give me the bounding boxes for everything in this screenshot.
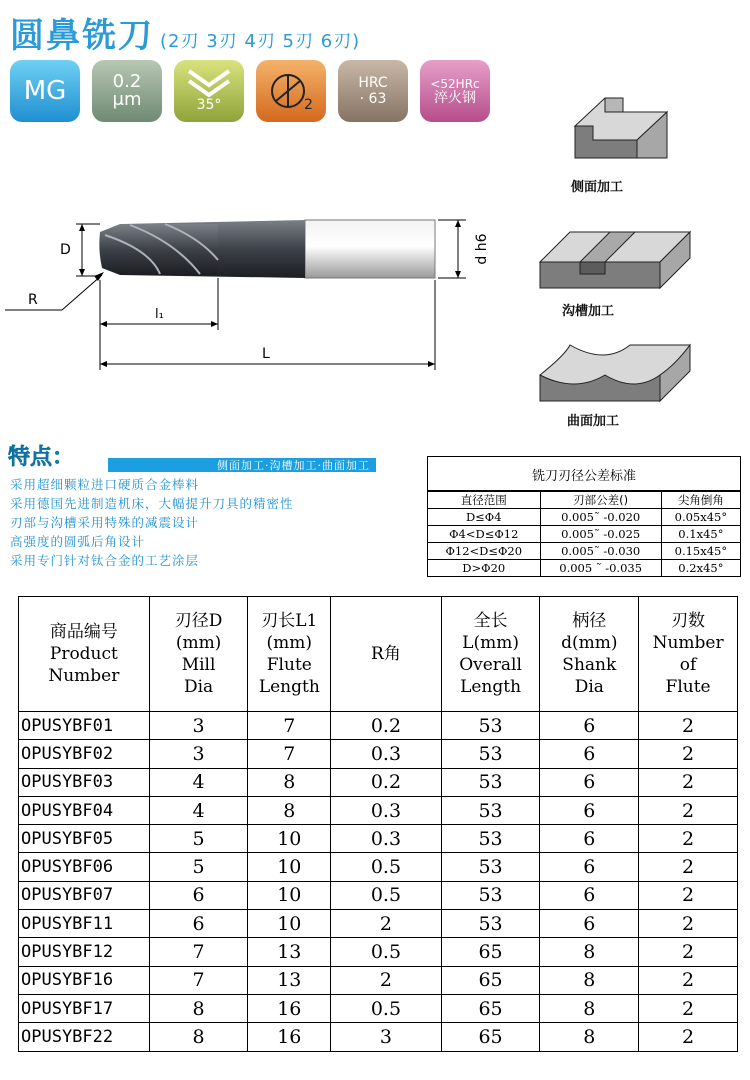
product-number-cell: OPUSYBF17 xyxy=(19,994,150,1022)
product-number-cell: OPUSYBF07 xyxy=(19,881,150,909)
table-cell: 6 xyxy=(149,910,248,938)
title-text: 圆鼻铣刀 xyxy=(10,16,154,56)
column-header-line: Dia xyxy=(574,677,604,697)
feature-item: 采用超细颗粒进口硬质合金棒料 xyxy=(10,477,200,492)
badge-35-text: 35° xyxy=(196,97,222,113)
table-cell: 2 xyxy=(639,966,738,994)
features-bar xyxy=(108,458,376,472)
table-cell: 2 xyxy=(639,768,738,796)
table-cell: 53 xyxy=(441,853,540,881)
hardened-steel-badge xyxy=(420,60,490,122)
feature-item: 采用德国先进制造机床，大幅提升刀具的精密性 xyxy=(10,496,294,511)
table-cell: 2 xyxy=(331,966,441,994)
tolerance-cell: D>Φ20 xyxy=(428,560,540,577)
feature-badges xyxy=(10,60,490,122)
table-cell: 8 xyxy=(540,1023,639,1051)
badge-hrc-value: · 63 xyxy=(359,91,387,107)
tolerance-cell: Φ4<D≤Φ12 xyxy=(428,526,540,543)
table-row xyxy=(19,994,738,1022)
table-cell: 0.2 xyxy=(331,712,441,740)
badge-mg-text: MG xyxy=(23,76,67,106)
table-cell: 2 xyxy=(639,853,738,881)
tolerance-cell: 0.2x45° xyxy=(661,560,740,577)
column-header-line: of xyxy=(679,655,697,675)
column-header-line: d(mm) xyxy=(561,633,618,653)
mg-material-badge xyxy=(10,60,80,122)
table-cell: 2 xyxy=(639,1023,738,1051)
table-cell: 6 xyxy=(149,881,248,909)
table-cell: 2 xyxy=(639,796,738,824)
column-header-line: Length xyxy=(460,677,522,697)
table-cell: 3 xyxy=(149,712,248,740)
badge-flute-count: 2 xyxy=(304,97,313,111)
tolerance-header-cell: 刃部公差() xyxy=(540,492,661,509)
table-row xyxy=(19,853,738,881)
column-header xyxy=(540,597,639,712)
tolerance-header-cell: 直径范围 xyxy=(428,492,540,509)
table-cell: 0.5 xyxy=(331,881,441,909)
product-table xyxy=(18,596,738,1052)
features-list xyxy=(10,475,294,570)
label-dh6: d h6 xyxy=(474,233,490,265)
feature-item: 刃部与沟槽采用特殊的减震设计 xyxy=(10,515,200,530)
tolerance-cell: 0.005˜ -0.030 xyxy=(540,543,661,560)
column-header-line: 刃长L1 xyxy=(261,611,318,631)
table-cell: 0.5 xyxy=(331,994,441,1022)
product-number-cell: OPUSYBF04 xyxy=(19,796,150,824)
title-subtitle: (2刃 3刃 4刃 5刃 6刃) xyxy=(160,31,361,52)
badge-hrc-text: HRC xyxy=(358,75,388,91)
badge-52-label: 淬火钢 xyxy=(434,90,476,106)
table-cell: 6 xyxy=(540,910,639,938)
table-cell: 53 xyxy=(441,712,540,740)
table-cell: 13 xyxy=(248,938,331,966)
table-cell: 5 xyxy=(149,825,248,853)
column-header-line: Number xyxy=(652,633,724,653)
column-header-line: R角 xyxy=(371,644,401,664)
column-header xyxy=(331,597,441,712)
column-header-line: Number xyxy=(48,666,120,686)
table-cell: 10 xyxy=(248,910,331,938)
table-cell: 7 xyxy=(149,938,248,966)
tolerance-row xyxy=(428,526,740,543)
end-mill-diagram xyxy=(0,180,520,380)
table-cell: 8 xyxy=(540,994,639,1022)
table-cell: 13 xyxy=(248,966,331,994)
column-header-line: Shank xyxy=(562,655,617,675)
table-cell: 16 xyxy=(248,994,331,1022)
table-cell: 0.3 xyxy=(331,796,441,824)
table-cell: 4 xyxy=(149,768,248,796)
table-cell: 2 xyxy=(639,825,738,853)
table-cell: 4 xyxy=(149,796,248,824)
table-row xyxy=(19,938,738,966)
tolerance-cell: 0.05x45° xyxy=(661,509,740,526)
table-cell: 6 xyxy=(540,825,639,853)
table-cell: 53 xyxy=(441,768,540,796)
column-header-line: (mm) xyxy=(266,633,313,653)
tolerance-title: 铣刀刃径公差标准 xyxy=(428,457,740,491)
table-row xyxy=(19,768,738,796)
tolerance-table xyxy=(427,456,741,577)
table-cell: 8 xyxy=(540,966,639,994)
table-cell: 8 xyxy=(149,1023,248,1051)
tolerance-cell: Φ12<D≤Φ20 xyxy=(428,543,540,560)
product-table-body xyxy=(19,712,738,1052)
table-row xyxy=(19,910,738,938)
shank xyxy=(305,220,435,278)
table-cell: 65 xyxy=(441,994,540,1022)
tolerance-header-cell: 尖角倒角 xyxy=(661,492,740,509)
table-cell: 53 xyxy=(441,740,540,768)
table-cell: 2 xyxy=(639,910,738,938)
badge-52-text: <52HRc xyxy=(430,77,480,91)
table-cell: 53 xyxy=(441,796,540,824)
table-row xyxy=(19,1023,738,1051)
helix-angle-badge xyxy=(174,60,244,122)
hardness-badge xyxy=(338,60,408,122)
feature-item: 采用专门针对钛合金的工艺涂层 xyxy=(10,553,200,568)
table-cell: 53 xyxy=(441,825,540,853)
column-header-line: Product xyxy=(49,644,118,664)
table-cell: 16 xyxy=(248,1023,331,1051)
table-cell: 65 xyxy=(441,966,540,994)
table-cell: 7 xyxy=(248,712,331,740)
table-cell: 5 xyxy=(149,853,248,881)
helix-icon xyxy=(184,69,234,97)
column-header-line: (mm) xyxy=(175,633,222,653)
table-row xyxy=(19,796,738,824)
table-cell: 7 xyxy=(248,740,331,768)
column-header-line: 商品编号 xyxy=(49,622,118,642)
flute-cross-section-icon xyxy=(268,71,314,111)
product-number-cell: OPUSYBF02 xyxy=(19,740,150,768)
table-row xyxy=(19,712,738,740)
column-header-line: 柄径 xyxy=(572,611,607,631)
table-cell: 2 xyxy=(639,994,738,1022)
product-number-cell: OPUSYBF11 xyxy=(19,910,150,938)
column-header-line: 刃径D xyxy=(174,611,223,631)
table-cell: 0.5 xyxy=(331,853,441,881)
product-header-row xyxy=(19,597,738,712)
table-cell: 0.3 xyxy=(331,740,441,768)
slot-milling-illustration xyxy=(535,222,695,292)
tolerance-row xyxy=(428,543,740,560)
product-number-cell: OPUSYBF01 xyxy=(19,712,150,740)
tolerance-cell: D≤Φ4 xyxy=(428,509,540,526)
table-cell: 10 xyxy=(248,825,331,853)
table-cell: 65 xyxy=(441,938,540,966)
process-side-milling: 侧面加工 xyxy=(571,180,624,195)
product-number-cell: OPUSYBF22 xyxy=(19,1023,150,1051)
label-D: D xyxy=(60,242,71,258)
table-cell: 10 xyxy=(248,853,331,881)
table-cell: 2 xyxy=(639,881,738,909)
product-number-cell: OPUSYBF03 xyxy=(19,768,150,796)
table-cell: 7 xyxy=(149,966,248,994)
flute-count-badge xyxy=(256,60,326,122)
table-cell: 2 xyxy=(639,740,738,768)
label-L: L xyxy=(262,346,270,362)
table-row xyxy=(19,881,738,909)
column-header-line: Mill xyxy=(181,655,216,675)
grain-size-badge xyxy=(92,60,162,122)
label-R: R xyxy=(28,292,38,308)
table-cell: 6 xyxy=(540,796,639,824)
table-cell: 8 xyxy=(248,768,331,796)
table-cell: 2 xyxy=(639,712,738,740)
table-cell: 6 xyxy=(540,768,639,796)
tolerance-cell: 0.15x45° xyxy=(661,543,740,560)
table-cell: 8 xyxy=(248,796,331,824)
table-cell: 53 xyxy=(441,881,540,909)
column-header xyxy=(19,597,150,712)
process-slot-milling: 沟槽加工 xyxy=(562,304,615,319)
label-l1: l₁ xyxy=(155,307,164,322)
table-cell: 2 xyxy=(639,938,738,966)
table-row xyxy=(19,966,738,994)
table-cell: 10 xyxy=(248,881,331,909)
table-cell: 8 xyxy=(540,938,639,966)
surface-milling-illustration xyxy=(535,335,695,405)
table-cell: 2 xyxy=(331,910,441,938)
product-number-cell: OPUSYBF16 xyxy=(19,966,150,994)
features-title: 特点： xyxy=(8,445,75,470)
table-cell: 53 xyxy=(441,910,540,938)
features-heading xyxy=(8,440,376,472)
tolerance-row xyxy=(428,509,740,526)
tolerance-cell: 0.1x45° xyxy=(661,526,740,543)
column-header-line: Length xyxy=(258,677,320,697)
column-header-line: Flute xyxy=(266,655,312,675)
process-surface-milling: 曲面加工 xyxy=(567,414,620,429)
tolerance-header-row xyxy=(428,492,740,509)
table-cell: 6 xyxy=(540,853,639,881)
table-cell: 0.2 xyxy=(331,768,441,796)
table-row xyxy=(19,740,738,768)
column-header-line: Dia xyxy=(183,677,214,697)
badge-um-value: 0.2 xyxy=(112,71,142,92)
column-header xyxy=(149,597,248,712)
fluted-section xyxy=(99,224,218,275)
product-number-cell: OPUSYBF12 xyxy=(19,938,150,966)
badge-um-unit: μm xyxy=(112,89,142,110)
table-cell: 8 xyxy=(149,994,248,1022)
product-number-cell: OPUSYBF05 xyxy=(19,825,150,853)
table-cell: 3 xyxy=(149,740,248,768)
column-header-line: 刃数 xyxy=(671,611,706,631)
table-cell: 6 xyxy=(540,712,639,740)
column-header xyxy=(441,597,540,712)
table-cell: 0.3 xyxy=(331,825,441,853)
product-number-cell: OPUSYBF06 xyxy=(19,853,150,881)
table-row xyxy=(19,825,738,853)
table-cell: 3 xyxy=(331,1023,441,1051)
tolerance-cell: 0.005 ˜ -0.035 xyxy=(540,560,661,577)
table-cell: 6 xyxy=(540,740,639,768)
table-cell: 6 xyxy=(540,881,639,909)
table-cell: 65 xyxy=(441,1023,540,1051)
column-header xyxy=(639,597,738,712)
page-title xyxy=(10,8,360,57)
tolerance-row xyxy=(428,560,740,577)
column-header-line: Flute xyxy=(665,677,711,697)
column-header-line: 全长 xyxy=(473,611,508,631)
table-cell: 0.5 xyxy=(331,938,441,966)
column-header xyxy=(248,597,331,712)
features-bar-text: 侧面加工·沟槽加工·曲面加工 xyxy=(217,459,370,472)
tolerance-cell: 0.005˜ -0.020 xyxy=(540,509,661,526)
feature-item: 高强度的圆弧后角设计 xyxy=(10,534,146,549)
tolerance-cell: 0.005˜ -0.025 xyxy=(540,526,661,543)
column-header-line: Overall xyxy=(459,655,522,675)
side-milling-illustration xyxy=(535,88,685,163)
column-header-line: L(mm) xyxy=(462,633,519,653)
